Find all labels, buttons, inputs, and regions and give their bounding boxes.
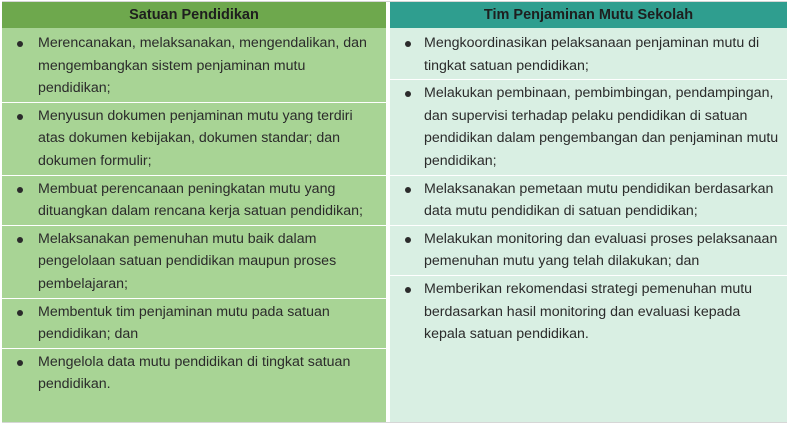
column-header-left: Satuan Pendidikan: [2, 2, 386, 28]
list-item: [2, 178, 386, 226]
list-item: [2, 105, 386, 176]
list-item-text: Melakukan pembinaan, pembimbingan, pendampingan, dan supervisi terhadap pelaku pendidikan di satuan pendidikan dalam pengembangan dan penjaminan mutu pendidikan;: [424, 85, 779, 169]
column-satuan-pendidikan: [2, 2, 390, 422]
bullet-icon: [17, 237, 23, 243]
column-header-right: Tim Penjaminan Mutu Sekolah: [390, 2, 787, 28]
list-item: [390, 82, 787, 175]
bullet-icon: [405, 187, 411, 193]
list-item-text: Melaksanakan pemenuhan mutu baik dalam pengelolaan satuan pendidikan maupun proses pembelajaran;: [38, 230, 337, 292]
bullet-icon: [405, 237, 411, 243]
list-item-text: Memberikan rekomendasi strategi pemenuhan mutu berdasarkan hasil monitoring dan evaluasi kepada kepala satuan pendidikan.: [424, 280, 753, 343]
list-right: [390, 28, 787, 422]
bullet-icon: [405, 41, 411, 47]
bullet-icon: [17, 360, 23, 366]
list-item-text: Mengelola data mutu pendidikan di tingkat satuan pendidikan.: [38, 353, 351, 393]
list-item-text: Membentuk tim penjaminan mutu pada satuan pendidikan; dan: [38, 303, 330, 343]
list-item-text: Merencanakan, melaksanakan, mengendalikan, dan mengembangkan sistem penjaminan mutu pendidikan;: [38, 35, 367, 97]
list-left: [2, 28, 386, 422]
list-item-text: Membuat perencanaan peningkatan mutu yang dituangkan dalam rencana kerja satuan pendidikan;: [38, 180, 363, 220]
bullet-icon: [17, 41, 23, 47]
list-item: [390, 32, 787, 80]
list-item: [2, 301, 386, 349]
bullet-icon: [405, 287, 411, 293]
list-item-text: Melaksanakan pemetaan mutu pendidikan berdasarkan data mutu pendidikan di satuan pendidikan;: [424, 180, 774, 220]
list-item-text: Mengkoordinasikan pelaksanaan penjaminan mutu di tingkat satuan pendidikan;: [424, 35, 760, 74]
list-item: [390, 178, 787, 226]
list-item: [390, 228, 787, 276]
list-item: [2, 228, 386, 299]
bullet-icon: [17, 114, 23, 120]
column-tim-penjaminan-mutu: [390, 2, 787, 422]
list-item-text: Menyusun dokumen penjaminan mutu yang terdiri atas dokumen kebijakan, dokumen standar; dan dokumen formulir;: [38, 107, 353, 169]
list-item: [2, 351, 386, 398]
bullet-icon: [17, 310, 23, 316]
comparison-table: [2, 1, 787, 423]
bullet-icon: [405, 91, 411, 97]
list-item: [2, 32, 386, 103]
bullet-icon: [17, 187, 23, 193]
list-item: [390, 278, 787, 348]
list-item-text: Melakukan monitoring dan evaluasi proses pelaksanaan pemenuhan mutu yang telah dilakukan; dan: [424, 230, 778, 270]
